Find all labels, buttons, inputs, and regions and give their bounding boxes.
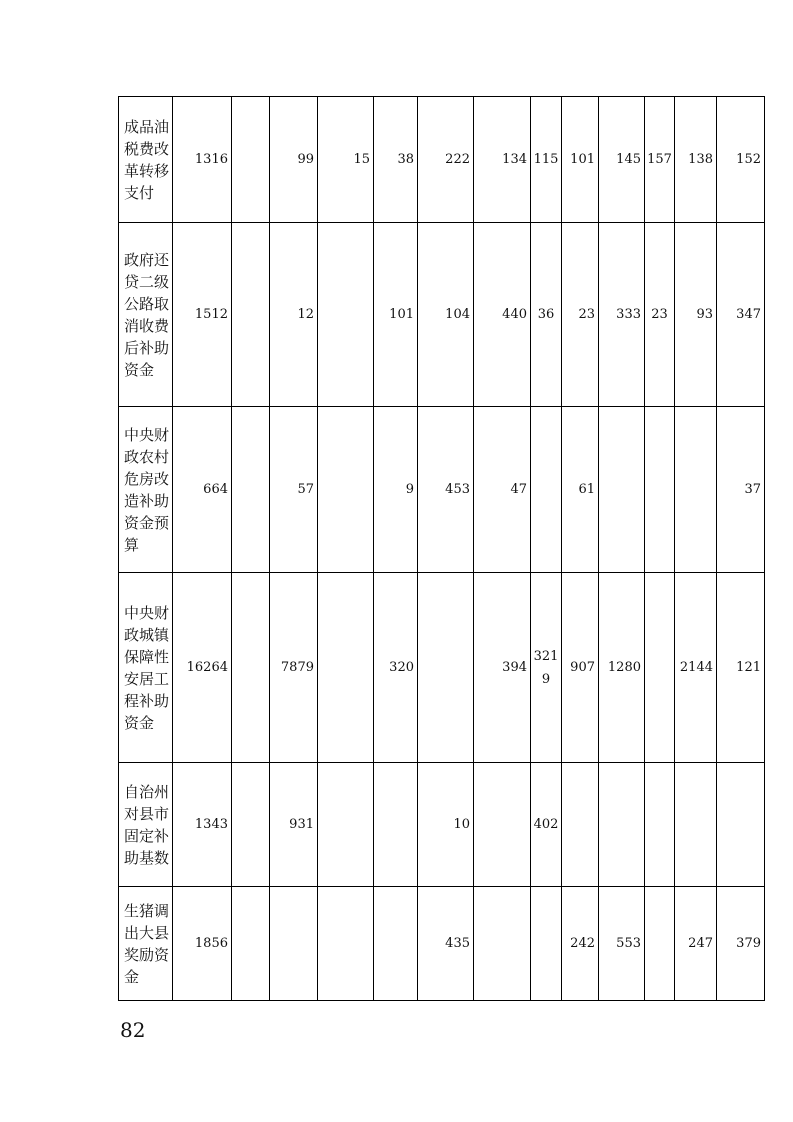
table-cell: 347	[717, 223, 765, 407]
table-cell	[318, 407, 374, 573]
table-cell: 1280	[599, 573, 645, 763]
table-cell: 61	[562, 407, 599, 573]
table-cell	[318, 573, 374, 763]
table-cell	[645, 887, 675, 1001]
table-cell: 10	[418, 763, 474, 887]
table-cell: 379	[717, 887, 765, 1001]
table-cell: 435	[418, 887, 474, 1001]
table-cell: 9	[374, 407, 418, 573]
table-cell	[232, 97, 270, 223]
table-cell: 12	[270, 223, 318, 407]
table-cell	[270, 887, 318, 1001]
row-label: 自治州对县市固定补助基数	[119, 763, 173, 887]
table-cell: 57	[270, 407, 318, 573]
table-cell: 1316	[173, 97, 232, 223]
table-cell: 1343	[173, 763, 232, 887]
table-row	[119, 763, 765, 887]
table-cell: 453	[418, 407, 474, 573]
table-cell: 16264	[173, 573, 232, 763]
table-cell: 931	[270, 763, 318, 887]
table-cell: 134	[474, 97, 531, 223]
table-cell: 440	[474, 223, 531, 407]
row-label: 生猪调出大县奖励资金	[119, 887, 173, 1001]
table-cell: 101	[374, 223, 418, 407]
table-cell: 115	[531, 97, 562, 223]
row-label: 中央财政农村危房改造补助资金预算	[119, 407, 173, 573]
table-row	[119, 407, 765, 573]
table-cell	[675, 407, 717, 573]
row-label: 成品油税费改革转移支付	[119, 97, 173, 223]
table-cell: 138	[675, 97, 717, 223]
table-cell	[318, 223, 374, 407]
table-cell: 394	[474, 573, 531, 763]
table-cell	[374, 887, 418, 1001]
table-cell	[675, 763, 717, 887]
table-cell: 402	[531, 763, 562, 887]
table-cell	[562, 763, 599, 887]
table-cell: 36	[531, 223, 562, 407]
table-cell: 907	[562, 573, 599, 763]
table-cell: 23	[562, 223, 599, 407]
table-cell	[645, 763, 675, 887]
table-cell: 2144	[675, 573, 717, 763]
table-cell: 333	[599, 223, 645, 407]
table-cell	[474, 887, 531, 1001]
table-cell: 242	[562, 887, 599, 1001]
table-cell: 1856	[173, 887, 232, 1001]
table-cell: 7879	[270, 573, 318, 763]
table-cell: 553	[599, 887, 645, 1001]
table-cell	[531, 407, 562, 573]
table-cell: 152	[717, 97, 765, 223]
table-cell: 3219	[531, 573, 562, 763]
table-cell	[232, 573, 270, 763]
table-row	[119, 573, 765, 763]
table-cell: 247	[675, 887, 717, 1001]
table-row	[119, 97, 765, 223]
data-table	[118, 96, 765, 1001]
table-cell: 37	[717, 407, 765, 573]
table-cell	[232, 223, 270, 407]
table-cell	[418, 573, 474, 763]
table-cell: 157	[645, 97, 675, 223]
table-cell	[599, 763, 645, 887]
page-number: 82	[120, 1018, 146, 1042]
table-cell: 99	[270, 97, 318, 223]
table-cell: 664	[173, 407, 232, 573]
table-cell	[645, 573, 675, 763]
table-row	[119, 887, 765, 1001]
table-cell: 38	[374, 97, 418, 223]
table-cell	[531, 887, 562, 1001]
table-cell: 104	[418, 223, 474, 407]
table-cell: 15	[318, 97, 374, 223]
table-cell: 320	[374, 573, 418, 763]
table-cell	[599, 407, 645, 573]
table-cell	[232, 407, 270, 573]
table-row	[119, 223, 765, 407]
table-cell	[374, 763, 418, 887]
table-cell: 145	[599, 97, 645, 223]
table-cell	[474, 763, 531, 887]
table-cell	[318, 763, 374, 887]
table-cell	[318, 887, 374, 1001]
table-cell	[232, 887, 270, 1001]
table-cell: 47	[474, 407, 531, 573]
table-cell: 23	[645, 223, 675, 407]
table-cell	[645, 407, 675, 573]
table-cell	[232, 763, 270, 887]
table-cell: 101	[562, 97, 599, 223]
table-cell: 121	[717, 573, 765, 763]
table-cell: 222	[418, 97, 474, 223]
table-cell: 1512	[173, 223, 232, 407]
table-cell	[717, 763, 765, 887]
row-label: 政府还贷二级公路取消收费后补助资金	[119, 223, 173, 407]
table-cell: 93	[675, 223, 717, 407]
row-label: 中央财政城镇保障性安居工程补助资金	[119, 573, 173, 763]
